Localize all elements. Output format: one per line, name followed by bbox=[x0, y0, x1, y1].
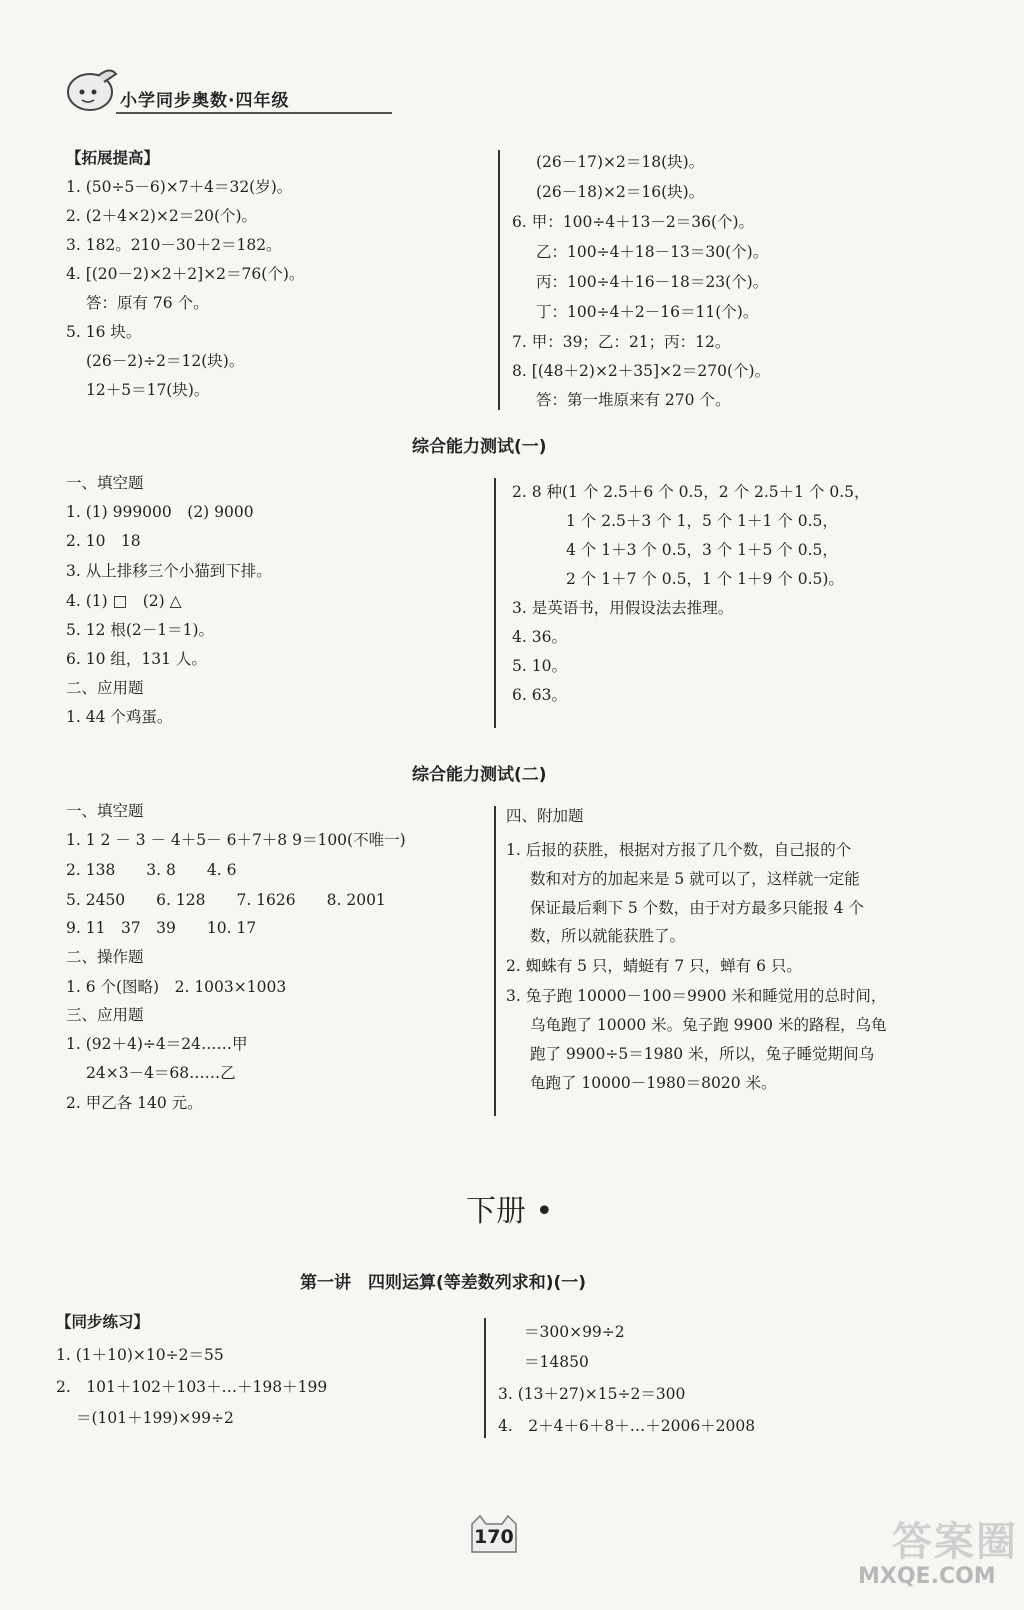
answer-line: 4 个 1＋3 个 0.5，3 个 1＋5 个 0.5， bbox=[566, 541, 838, 559]
answer-line: 8. [(48＋2)×2＋35]×2＝270(个)。 bbox=[512, 362, 771, 380]
answer-line: 跑了 9900÷5＝1980 米，所以，兔子睡觉期间乌 bbox=[530, 1045, 875, 1063]
answer-line: 3. 从上排移三个小猫到下排。 bbox=[66, 562, 272, 580]
answer-line: 数，所以就能获胜了。 bbox=[530, 927, 686, 945]
answer-line: 1. (1) 999000 (2) 9000 bbox=[66, 503, 254, 521]
answer-line: 乌龟跑了 10000 米。兔子跑 9900 米的路程，乌龟 bbox=[530, 1016, 887, 1034]
answer-line: (26－17)×2＝18(块)。 bbox=[536, 153, 705, 171]
answer-line: 4. (1) □ (2) △ bbox=[66, 592, 182, 610]
answer-line: ＝(101＋199)×99÷2 bbox=[76, 1409, 234, 1427]
watermark-domain: MXQE.COM bbox=[858, 1564, 996, 1589]
answer-line: 4. [(20－2)×2＋2]×2＝76(个)。 bbox=[66, 265, 305, 283]
answer-line: 丁：100÷4＋2－16＝11(个)。 bbox=[536, 303, 759, 321]
answer-line: 2 个 1＋7 个 0.5，1 个 1＋9 个 0.5)。 bbox=[566, 570, 844, 588]
answer-line: 3. (13＋27)×15÷2＝300 bbox=[498, 1385, 686, 1403]
answer-line: 1. 6 个(图略) 2. 1003×1003 bbox=[66, 978, 287, 996]
subsection-label: 一、填空题 bbox=[66, 474, 144, 492]
answer-line: 龟跑了 10000－1980＝8020 米。 bbox=[530, 1074, 777, 1092]
answer-line: 6. 63。 bbox=[512, 686, 567, 704]
answer-line: 1 个 2.5＋3 个 1，5 个 1＋1 个 0.5， bbox=[566, 512, 838, 530]
answer-line: 2. 8 种(1 个 2.5＋6 个 0.5，2 个 2.5＋1 个 0.5， bbox=[512, 483, 870, 501]
answer-line: 1. (92＋4)÷4＝24……甲 bbox=[66, 1035, 248, 1053]
answer-line: (26－18)×2＝16(块)。 bbox=[536, 183, 705, 201]
answer-line: 4. 2＋4＋6＋8＋…＋2006＋2008 bbox=[498, 1417, 756, 1435]
book-title: 小学同步奥数·四年级 bbox=[120, 91, 290, 111]
answer-line: 2. 138 3. 8 4. 6 bbox=[66, 861, 237, 879]
answer-line: 6. 甲：100÷4＋13－2＝36(个)。 bbox=[512, 213, 755, 231]
column-divider bbox=[494, 806, 496, 1116]
watermark-text: 答案圈 bbox=[892, 1519, 1018, 1565]
section-title: 综合能力测试(一) bbox=[412, 437, 547, 457]
answer-line: 数和对方的加起来是 5 就可以了，这样就一定能 bbox=[530, 870, 860, 888]
answer-line: 7. 甲：39；乙：21；丙：12。 bbox=[512, 333, 731, 351]
answer-line: 12＋5＝17(块)。 bbox=[86, 381, 210, 399]
answer-line: 4. 36。 bbox=[512, 628, 567, 646]
answer-line: 9. 11 37 39 10. 17 bbox=[66, 919, 257, 937]
lesson-title: 第一讲 四则运算(等差数列求和)(一) bbox=[300, 1273, 587, 1293]
answer-line: 5. 16 块。 bbox=[66, 323, 142, 341]
column-divider bbox=[484, 1318, 486, 1438]
answer-line: 2. 10 18 bbox=[66, 532, 141, 550]
answer-line: 24×3－4＝68……乙 bbox=[86, 1064, 236, 1082]
section-label: 【同步练习】 bbox=[56, 1313, 150, 1331]
answer-line: 1. 1 2 － 3 － 4＋5－ 6＋7＋8 9＝100(不唯一) bbox=[66, 831, 406, 849]
answer-line: 2. 101＋102＋103＋…＋198＋199 bbox=[56, 1378, 328, 1396]
answer-line: 5. 10。 bbox=[512, 657, 567, 675]
answer-line: 3. 是英语书，用假设法去推理。 bbox=[512, 599, 734, 617]
column-divider bbox=[494, 478, 496, 728]
answer-line: 2. (2＋4×2)×2＝20(个)。 bbox=[66, 207, 258, 225]
answer-line: 1. 后报的获胜，根据对方报了几个数，自己报的个 bbox=[506, 841, 852, 859]
cartoon-mascot-icon bbox=[64, 66, 124, 114]
answer-line: 1. (50÷5－6)×7＋4＝32(岁)。 bbox=[66, 178, 293, 196]
page-number bbox=[466, 1514, 522, 1554]
answer-line: 1. 44 个鸡蛋。 bbox=[66, 708, 173, 726]
answer-line: 保证最后剩下 5 个数，由于对方最多只能报 4 个 bbox=[530, 899, 864, 917]
subsection-label: 四、附加题 bbox=[506, 807, 584, 825]
answer-line: 3. 182。210－30＋2＝182。 bbox=[66, 236, 282, 254]
answer-line: 6. 10 组，131 人。 bbox=[66, 650, 207, 668]
subsection-label: 一、填空题 bbox=[66, 802, 144, 820]
answer-line: ＝14850 bbox=[524, 1353, 589, 1371]
answer-line: 答：第一堆原来有 270 个。 bbox=[536, 391, 731, 409]
section-label: 【拓展提高】 bbox=[66, 149, 160, 167]
answer-line: 乙：100÷4＋18－13＝30(个)。 bbox=[536, 243, 769, 261]
answer-line: 5. 2450 6. 128 7. 1626 8. 2001 bbox=[66, 891, 386, 909]
answer-line: 5. 12 根(2－1＝1)。 bbox=[66, 621, 215, 639]
section-title: 综合能力测试(二) bbox=[412, 765, 547, 785]
answer-line: ＝300×99÷2 bbox=[524, 1323, 625, 1341]
header-rule bbox=[116, 112, 392, 114]
subsection-label: 二、操作题 bbox=[66, 948, 144, 966]
book-header bbox=[64, 62, 328, 120]
page-number-text: 170 bbox=[474, 1526, 514, 1548]
answer-line: 3. 兔子跑 10000－100＝9900 米和睡觉用的总时间， bbox=[506, 987, 887, 1005]
answer-line: 1. (1＋10)×10÷2＝55 bbox=[56, 1346, 224, 1364]
answer-line: 2. 甲乙各 140 元。 bbox=[66, 1094, 203, 1112]
answer-line: 丙：100÷4＋16－18＝23(个)。 bbox=[536, 273, 769, 291]
column-divider bbox=[498, 150, 500, 410]
answer-line: (26－2)÷2＝12(块)。 bbox=[86, 352, 245, 370]
subsection-label: 二、应用题 bbox=[66, 679, 144, 697]
volume-title: 下册 • bbox=[466, 1194, 554, 1229]
subsection-label: 三、应用题 bbox=[66, 1006, 144, 1024]
answer-line: 答：原有 76 个。 bbox=[86, 294, 209, 312]
answer-line: 2. 蜘蛛有 5 只，蜻蜓有 7 只，蝉有 6 只。 bbox=[506, 957, 802, 975]
